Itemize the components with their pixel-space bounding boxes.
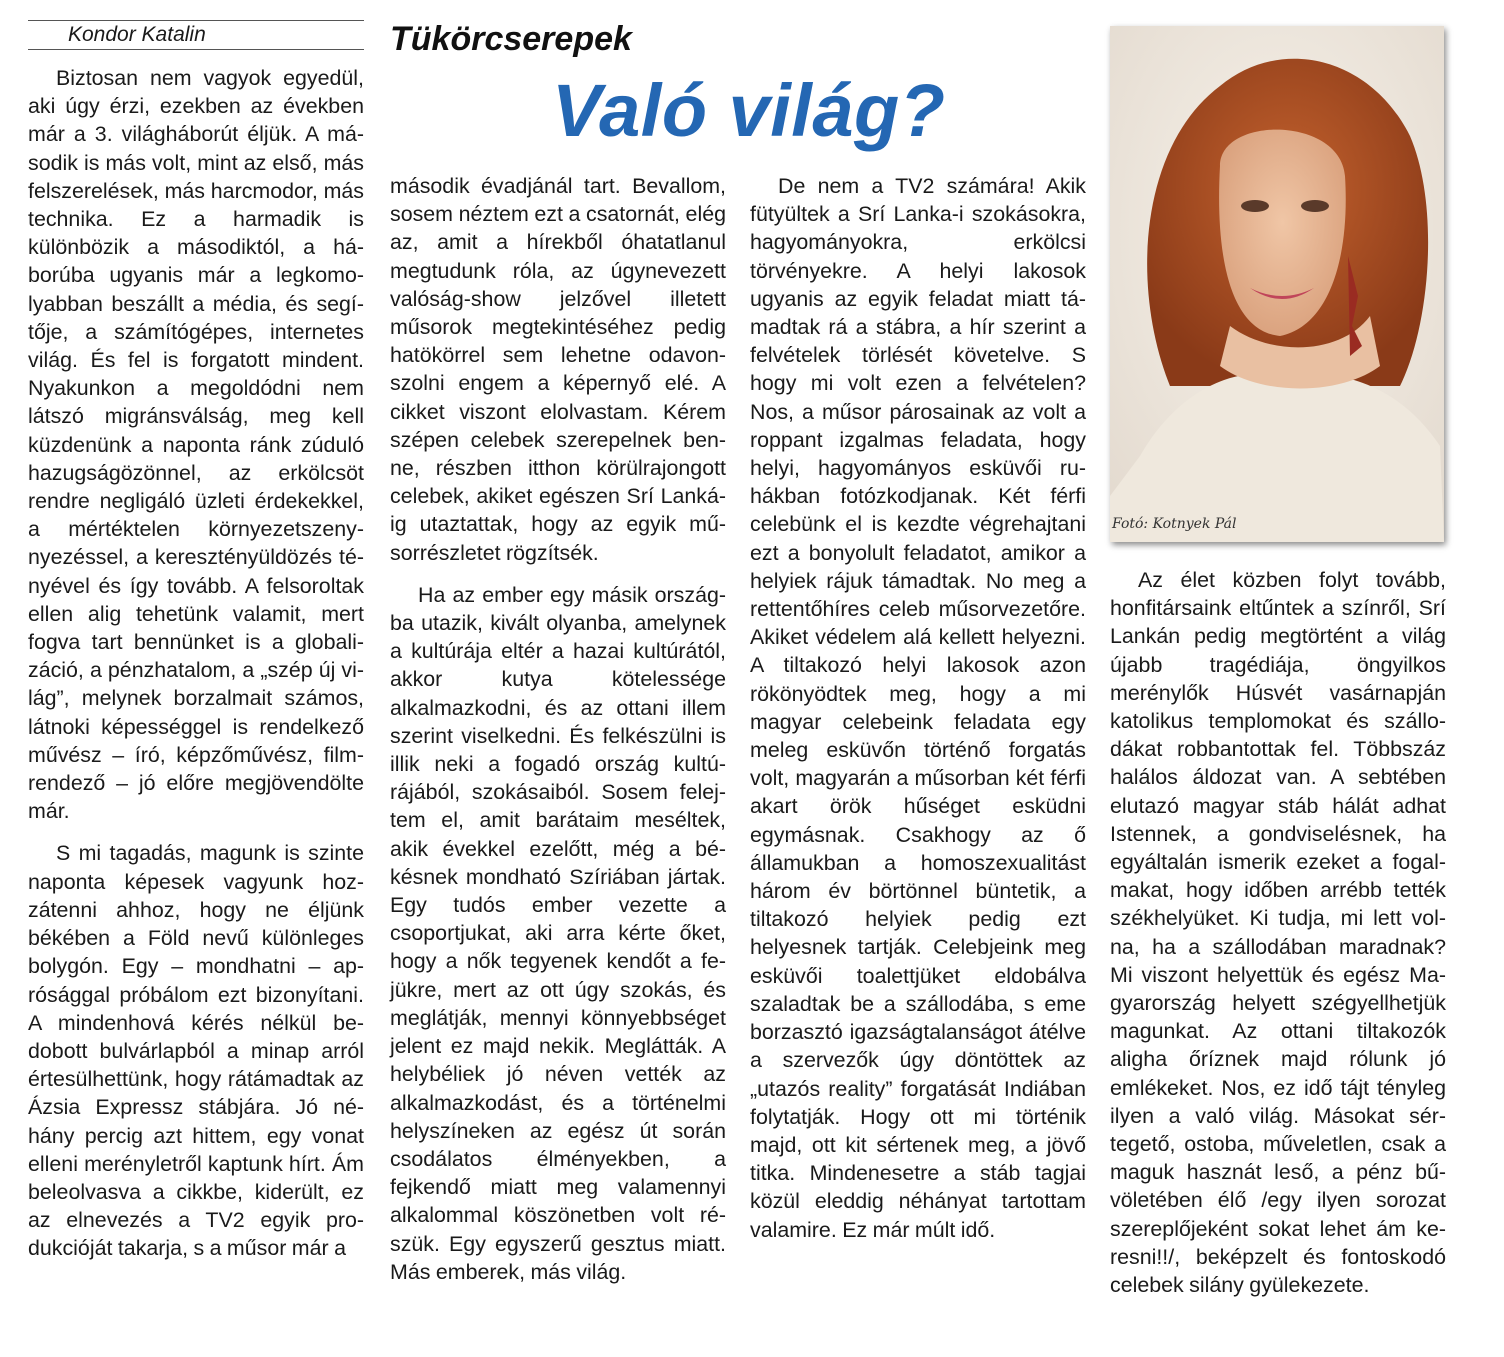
photo-credit: Fotó: Kotnyek Pál (1112, 516, 1237, 532)
paragraph: Biztosan nem vagyok egyedül, aki úgy érzi, ezekben az években már a 3. világháborút éljük. A második is más volt, mint az első, más felszerelések, más harcmodor, más technika. Ez a harmadik is különbözik a másodiktól, a háborúba ugyanis már a legkomolyabban beszállt a média, és segítője, a számítógépes, internetes világ. És fel is forgatott mindent. Nyakunkon a megoldódni nem látszó migránsválság, meg kell küzdenünk a naponta ránk zúduló hazugságözönnel, az erkölcsöt rendre negligáló üzleti érdekekkel, a mértéktelen környezetszenynyezéssel, a keresztényüldözés tényével és így tovább. A felsoroltak ellen alig tehetünk valamit, mert fogva tart bennünket is a globalizáció, a pénzhatalom, a „szép új világ”, melynek borzalmait számos, látnoki képességgel is rendelkező művész – író, képzőművész, filmrendező – jó előre megjövendölte már. (28, 66, 364, 824)
paragraph: De nem a TV2 számára! Akik fütyültek a Srí Lanka-i szokásokra, hagyományokra, erkölcsi törvényekre. A helyi lakosok ugyanis az egyik feladat miatt támadtak rá a stábra, a hír szerint a felvételek törlését követelve. S hogy mi volt ezen a felvételen? Nos, a műsor párosainak az volt a roppant izgalmas feladata, hogy helyi, hagyományos esküvői ruhákban fotózkodjanak. Két férfi celebünk el is kezdte végrehajtani ezt a bonyolult feladatot, amikor a helyiek rájuk támadtak. No meg a rettentőhíres celeb műsorvezetőre. Akiket védelem alá kellett helyezni. A tiltakozó helyi lakosok azon rökönyödtek meg, hogy a mi magyar celebeink feladata egy meleg esküvőn történő forgatás volt, magyarán a műsorban két férfi akart örök hűséget esküdni egymásnak. Csakhogy az ő államukban a homoszexualitást három év börtönnel büntetik, a tiltakozó helyiek pedig ezt helyesnek tartják. Celebjeink meg esküvői toalettjüket eldobálva szaladtak be a szállodába, s eme borzasztó igazságtalanságot átélve a szervezők úgy döntöttek az „utazós reality” forgatását Indiában folytatják. Hogy ott mi történik majd, ott kit sértenek meg, a jövő titka. Mindenesetre a stáb tagjai közül eleddig néhányat tartottam valamire. Ez már múlt idő. (750, 174, 1086, 1242)
author-byline: Kondor Katalin (28, 20, 364, 50)
paragraph: S mi tagadás, magunk is szinte naponta képesek vagyunk hozzátenni ahhoz, hogy ne éljünk békében a Föld nevű különleges bolygón. Egy – mondhatni – aprósággal próbálom ezt bizonyítani. A mindenhová kérés nélkül bedobott bulvárlapból a minap arról értesülhettünk, hogy rátámadtak az Ázsia Expressz stábjára. Jó néhány percig azt hittem, egy vonat elleni merényletről kaptunk hírt. Ám beleolvasva a cikkbe, kiderült, ez az elnevezés a TV2 egyik produkcióját takarja, s a műsor már a (28, 841, 364, 1261)
paragraph: második évadjánál tart. Bevallom, sosem néztem ezt a csatornát, elég az, amit a hírekből óhatatlanul megtudunk róla, az úgynevezett valóság-show jelzővel illetett műsorok megtekintéséhez pedig hatökörrel sem lehetne odavonszolni engem a képernyő elé. A cikket viszont elolvastam. Kérem szépen celebek szerepelnek benne, részben itthon körülrajongott celebek, akiket egészen Srí Lankáig utaztattak, hogy az egyik műsorrészletet rögzítsék. (390, 174, 726, 565)
article-column-2 (390, 172, 726, 1300)
article-column-1 (28, 64, 364, 1277)
article-column-3 (750, 172, 1086, 1258)
portrait-illustration (1110, 26, 1444, 542)
headline: Való világ? (552, 69, 946, 152)
portrait-photo (1110, 26, 1444, 542)
paragraph: Az élet közben folyt tovább, honfitársaink eltűntek a színről, Srí Lankán pedig megtörtént a világ újabb tragédiája, öngyilkos merénylők Húsvét vasárnapján katolikus templomokat és szállodákat robbantottak fel. Többszáz halálos áldozat van. A sebtében elutazó magyar stáb hálát adhat Istennek, a gondviselésnek, ha egyáltalán ismerik ezeket a fogalmakat, hogy időben arrébb tették székhelyüket. Ki tudja, mi lett volna, ha a szállodában maradnak? Mi viszont helyettük és egész Magyarország helyett szégyellhetjük magunkat. Az ottani tiltakozók aligha őríznek majd rólunk jó emlékeket. Nos, ez idő tájt tényleg ilyen a való világ. Másokat sértegető, ostoba, műveletlen, csak a maguk hasznát leső, a pénz bűvöletében élő /egy ilyen sorozat szereplőjeként sokat lehet ám keresni!!/, beképzelt és fontoskodó celebek silány gyülekezete. (1110, 568, 1446, 1298)
paragraph: Ha az ember egy másik országba utazik, kivált olyanba, amelynek a kultúrája eltér a hazai kultúrától, akkor kutya kötelessége alkalmazkodni, és az ottani illem szerint viselkedni. És felkészülni is illik neki a fogadó ország kultúrájából, szokásaiból. Sosem felejtem el, amit barátaim meséltek, akik évekkel ezelőtt, még a békésnek mondható Szíriában jártak. Egy tudós ember vezette a csoportjukat, aki arra kérte őket, hogy a nők tegyenek kendőt a fejükre, mert az ott úgy szokás, és meglátják, mennyi könnyebbséget jelent ez majd nekik. Meglátták. A helybéliek jó néven vették az alkalmazkodást, és a történelmi helyszíneken az egész út során csodálatos élményekben, a fejkendő miatt meg valamennyi alkalommal köszönetben volt részük. Egy egyszerű gesztus miatt. Más emberek, más világ. (390, 582, 726, 1284)
article-column-4 (1110, 566, 1446, 1313)
column-title: Tükörcserepek (390, 20, 632, 58)
